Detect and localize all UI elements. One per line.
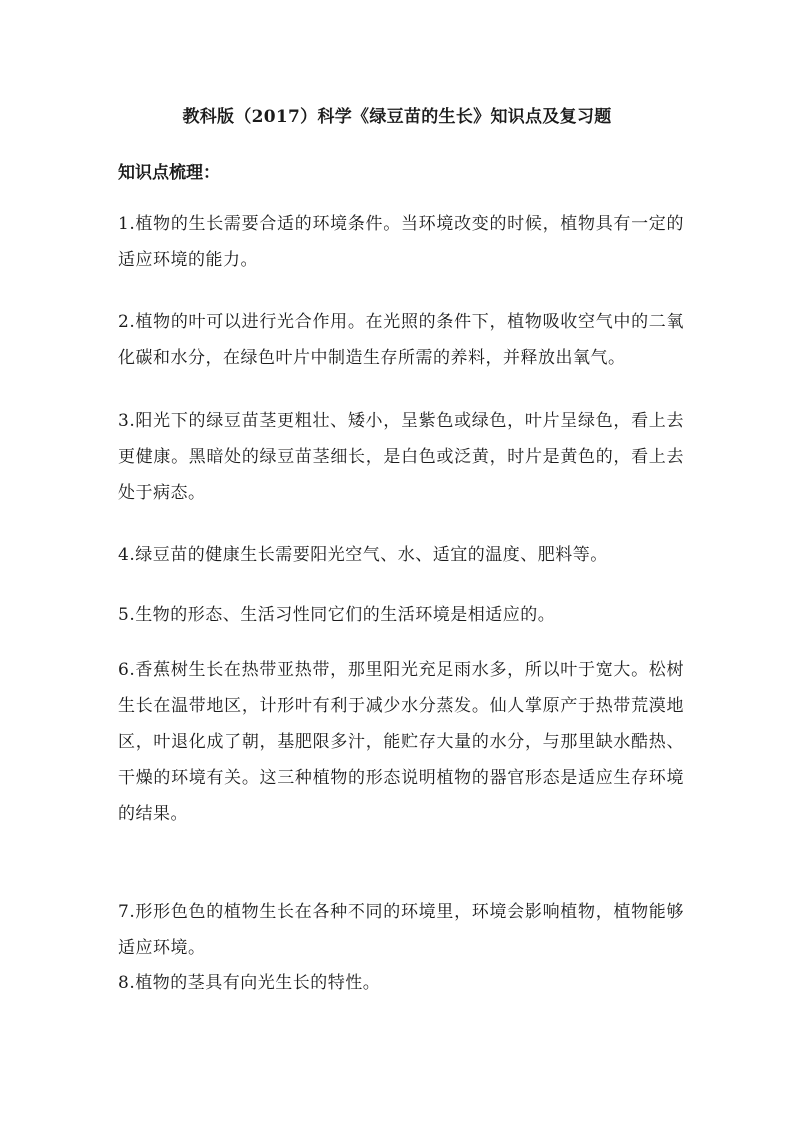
knowledge-point-8: 8.植物的茎具有向光生长的特性。: [118, 973, 381, 993]
knowledge-point-1: 1.植物的生长需要合适的环境条件。当环境改变的时候，植物具有一定的适应环境的能力。: [118, 214, 684, 270]
knowledge-point-2: 2.植物的叶可以进行光合作用。在光照的条件下，植物吸收空气中的二氧化碳和水分，在绿色叶片中制造生存所需的养料，并释放出氧气。: [118, 312, 684, 368]
knowledge-point-7: 7.形形色色的植物生长在各种不同的环境里，环境会影响植物，植物能够适应环境。: [118, 902, 684, 958]
knowledge-point-4: 4.绿豆苗的健康生长需要阳光空气、水、适宜的温度、肥料等。: [118, 545, 608, 565]
knowledge-point-5: 5.生物的形态、生活习性同它们的生活环境是相适应的。: [118, 605, 556, 625]
knowledge-point-6: 6.香蕉树生长在热带亚热带，那里阳光充足雨水多，所以叶于宽大。松树生长在温带地区，计形叶有利于减少水分蒸发。仙人掌原产于热带荒漠地区，叶退化成了朝，基肥限多汁，能贮存大量的水分，与那里缺水酷热、干燥的环境有关。这三种植物的形态说明植物的器官形态是适应生存环境的结果。: [118, 660, 684, 824]
section-heading: 知识点梳理：: [118, 163, 220, 183]
document-title: 教科版（2017）科学《绿豆苗的生长》知识点及复习题: [182, 107, 612, 127]
knowledge-point-3: 3.阳光下的绿豆苗茎更粗壮、矮小，呈紫色或绿色，叶片呈绿色，看上去更健康。黑暗处的绿豆苗茎细长，是白色或泛黄，时片是黄色的，看上去处于病态。: [118, 411, 684, 503]
